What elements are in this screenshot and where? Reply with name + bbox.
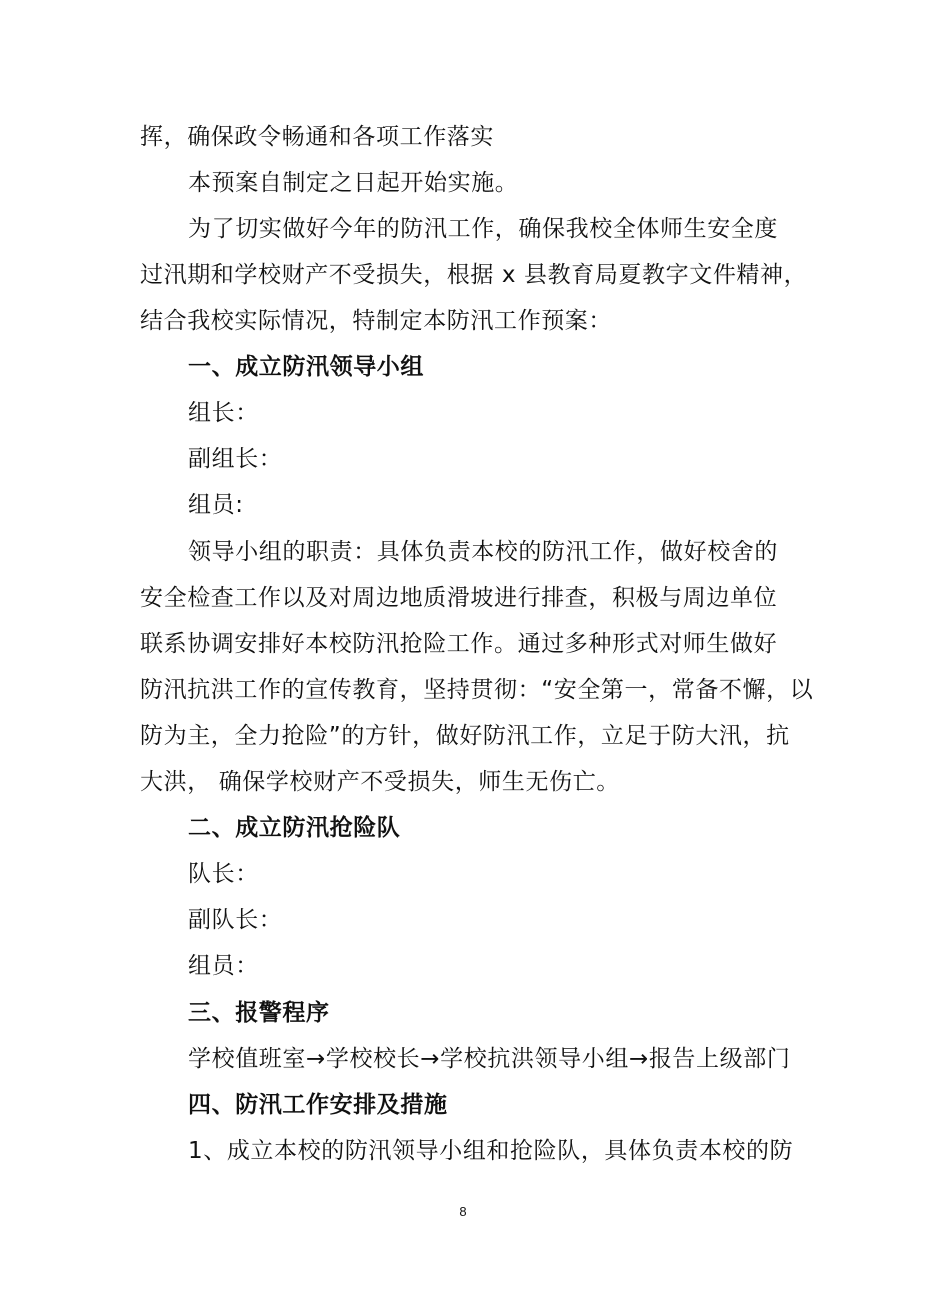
paragraph-line: 领导小组的职责：具体负责本校的防汛工作，做好校舍的 [188, 539, 778, 565]
paragraph-line: 组长： [188, 400, 259, 426]
paragraph-line: 副组长： [188, 446, 283, 472]
section-heading: 三、报警程序 [188, 1000, 330, 1026]
paragraph-line: 联系协调安排好本校防汛抢险工作。通过多种形式对师生做好 [140, 631, 778, 657]
paragraph-line: 挥，确保政令畅通和各项工作落实 [140, 124, 494, 150]
section-heading: 四、防汛工作安排及措施 [188, 1092, 448, 1118]
paragraph-line: 1、成立本校的防汛领导小组和抢险队，具体负责本校的防 [188, 1138, 794, 1164]
paragraph-line: 大洪， 确保学校财产不受损失，师生无伤亡。 [140, 769, 620, 795]
paragraph-line: 本预案自制定之日起开始实施。 [188, 170, 519, 196]
paragraph-line: 结合我校实际情况，特制定本防汛工作预案： [140, 308, 612, 334]
paragraph-line: 安全检查工作以及对周边地质滑坡进行排查，积极与周边单位 [140, 585, 778, 611]
paragraph-line: 队长： [188, 861, 259, 887]
paragraph-line: 过汛期和学校财产不受损失，根据 x 县教育局夏教字文件精神， [140, 262, 808, 288]
paragraph-line: 组员: [188, 492, 244, 518]
section-heading: 二、成立防汛抢险队 [188, 815, 401, 841]
paragraph-line: 学校值班室→学校校长→学校抗洪领导小组→报告上级部门 [188, 1046, 791, 1072]
paragraph-line: 组员： [188, 953, 259, 979]
paragraph-line: 为了切实做好今年的防汛工作，确保我校全体师生安全度 [188, 216, 778, 242]
paragraph-line: 防汛抗洪工作的宣传教育，坚持贯彻：“安全第一，常备不懈，以 [140, 677, 814, 703]
paragraph-line: 副队长： [188, 907, 283, 933]
section-heading: 一、成立防汛领导小组 [188, 354, 424, 380]
page-number: 8 [459, 1204, 467, 1219]
paragraph-line: 防为主，全力抢险”的方针，做好防汛工作，立足于防大汛，抗 [140, 723, 790, 749]
